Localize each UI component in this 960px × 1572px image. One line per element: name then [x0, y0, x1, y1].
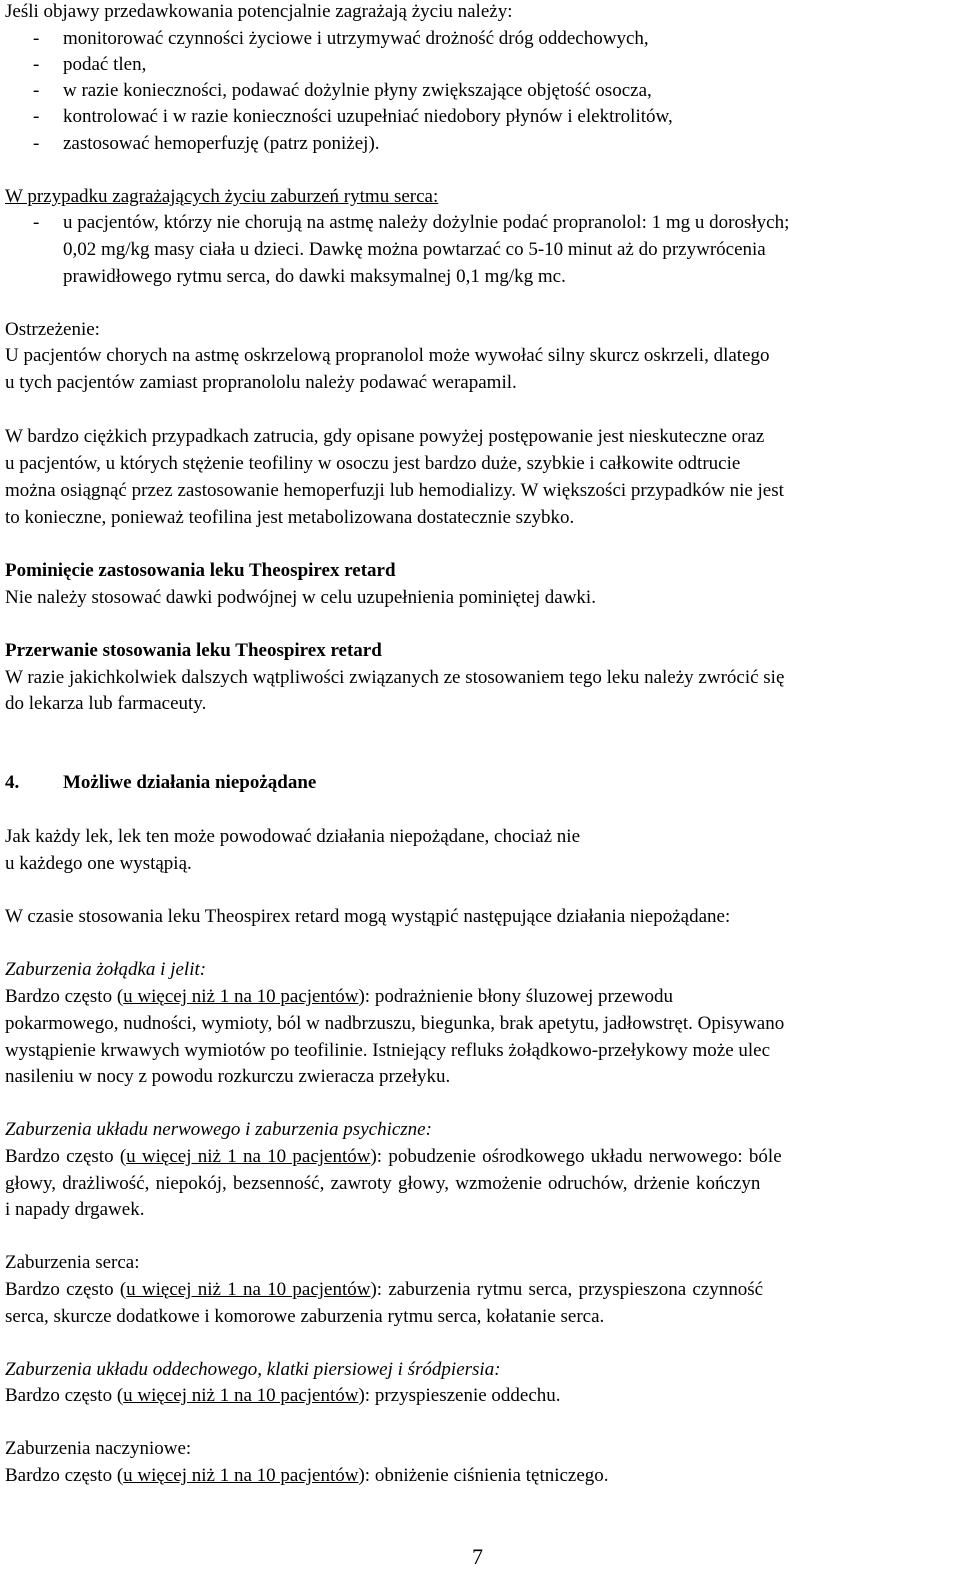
respiratory-heading: Zaburzenia układu oddechowego, klatki piersiowej i śródpiersia:	[5, 1359, 501, 1380]
stop-text: W razie jakichkolwiek dalszych wątpliwości związanych ze stosowaniem tego leku należy zwrócić się	[5, 667, 785, 688]
warning-text: U pacjentów chorych na astmę oskrzelową propranolol może wywołać silny skurcz oskrzeli, dlatego	[5, 345, 770, 366]
warning-text: u tych pacjentów zamiast propranololu należy podawać werapamil.	[5, 372, 517, 393]
severe-text: W bardzo ciężkich przypadkach zatrucia, gdy opisane powyżej postępowanie jest nieskuteczne oraz	[5, 426, 765, 447]
gi-frequency-line: Bardzo często (u więcej niż 1 na 10 pacjentów): podrażnienie błony śluzowej przewodu	[5, 986, 673, 1007]
heart-frequency-line: Bardzo często (u więcej niż 1 na 10 pacjentów): zaburzenia rytmu serca, przyspieszona czynność	[5, 1279, 764, 1300]
stop-heading: Przerwanie stosowania leku Theospirex retard	[5, 640, 382, 661]
overdose-item: - monitorować czynności życiowe i utrzymywać drożność dróg oddechowych,	[33, 28, 649, 49]
overdose-item: - kontrolować i w razie konieczności uzupełniać niedobory płynów i elektrolitów,	[33, 106, 673, 127]
section-heading	[5, 771, 316, 795]
arrhythmia-heading: W przypadku zagrażających życiu zaburzeń rytmu serca:	[5, 186, 439, 207]
stop-text: do lekarza lub farmaceuty.	[5, 693, 207, 714]
arrhythmia-item-cont: 0,02 mg/kg masy ciała u dzieci. Dawkę można powtarzać co 5-10 minut aż do przywrócenia	[63, 239, 766, 260]
section-lead: W czasie stosowania leku Theospirex retard mogą wystąpić następujące działania niepożądane:	[5, 906, 731, 927]
overdose-item: - zastosować hemoperfuzję (patrz poniżej).	[33, 133, 380, 154]
missed-heading: Pominięcie zastosowania leku Theospirex retard	[5, 560, 396, 581]
gi-text: pokarmowego, nudności, wymioty, ból w nadbrzuszu, biegunka, brak apetytu, jadłowstręt. Opisywano	[5, 1013, 785, 1034]
nervous-text: i napady drgawek.	[5, 1199, 145, 1220]
section-title: Możliwe działania niepożądane	[63, 772, 317, 793]
page-number: 7	[472, 1544, 483, 1569]
gi-text: wystąpienie krwawych wymiotów po teofilinie. Istniejący refluks żołądkowo-przełykowy może ulec	[5, 1040, 771, 1061]
overdose-intro: Jeśli objawy przedawkowania potencjalnie zagrażają życiu należy:	[5, 1, 513, 22]
respiratory-frequency-line: Bardzo często (u więcej niż 1 na 10 pacjentów): przyspieszenie oddechu.	[5, 1385, 561, 1406]
heart-heading: Zaburzenia serca:	[5, 1252, 140, 1273]
nervous-heading: Zaburzenia układu nerwowego i zaburzenia psychiczne:	[5, 1119, 432, 1140]
arrhythmia-item-cont: prawidłowego rytmu serca, do dawki maksymalnej 0,1 mg/kg mc.	[63, 266, 566, 287]
severe-text: to konieczne, ponieważ teofilina jest metabolizowana dostatecznie szybko.	[5, 507, 575, 528]
nervous-text: głowy, drażliwość, niepokój, bezsenność, zawroty głowy, wzmożenie odruchów, drżenie kończyn	[5, 1173, 761, 1194]
heart-text: serca, skurcze dodatkowe i komorowe zaburzenia rytmu serca, kołatanie serca.	[5, 1306, 605, 1327]
gi-heading: Zaburzenia żołądka i jelit:	[5, 959, 207, 980]
arrhythmia-item: - u pacjentów, którzy nie chorują na astmę należy dożylnie podać propranolol: 1 mg u dorosłych;	[33, 212, 790, 233]
vascular-heading: Zaburzenia naczyniowe:	[5, 1438, 192, 1459]
missed-text: Nie należy stosować dawki podwójnej w celu uzupełnienia pominiętej dawki.	[5, 587, 596, 608]
severe-text: można osiągnąć przez zastosowanie hemoperfuzji lub hemodializy. W większości przypadków nie jest	[5, 480, 784, 501]
overdose-item: - w razie konieczności, podawać dożylnie płyny zwiększające objętość osocza,	[33, 80, 652, 101]
warning-heading: Ostrzeżenie:	[5, 319, 100, 340]
nervous-frequency-line: Bardzo często (u więcej niż 1 na 10 pacjentów): pobudzenie ośrodkowego układu nerwowego: bóle	[5, 1146, 782, 1167]
section-intro: u każdego one wystąpią.	[5, 853, 192, 874]
vascular-frequency-line: Bardzo często (u więcej niż 1 na 10 pacjentów): obniżenie ciśnienia tętniczego.	[5, 1465, 609, 1486]
severe-text: u pacjentów, u których stężenie teofiliny w osoczu jest bardzo duże, szybkie i całkowite odtrucie	[5, 453, 741, 474]
overdose-item: - podać tlen,	[33, 54, 147, 75]
gi-text: nasileniu w nocy z powodu rozkurczu zwieracza przełyku.	[5, 1066, 451, 1087]
section-intro: Jak każdy lek, lek ten może powodować działania niepożądane, chociaż nie	[5, 826, 581, 847]
section-number: 4.	[5, 772, 20, 793]
